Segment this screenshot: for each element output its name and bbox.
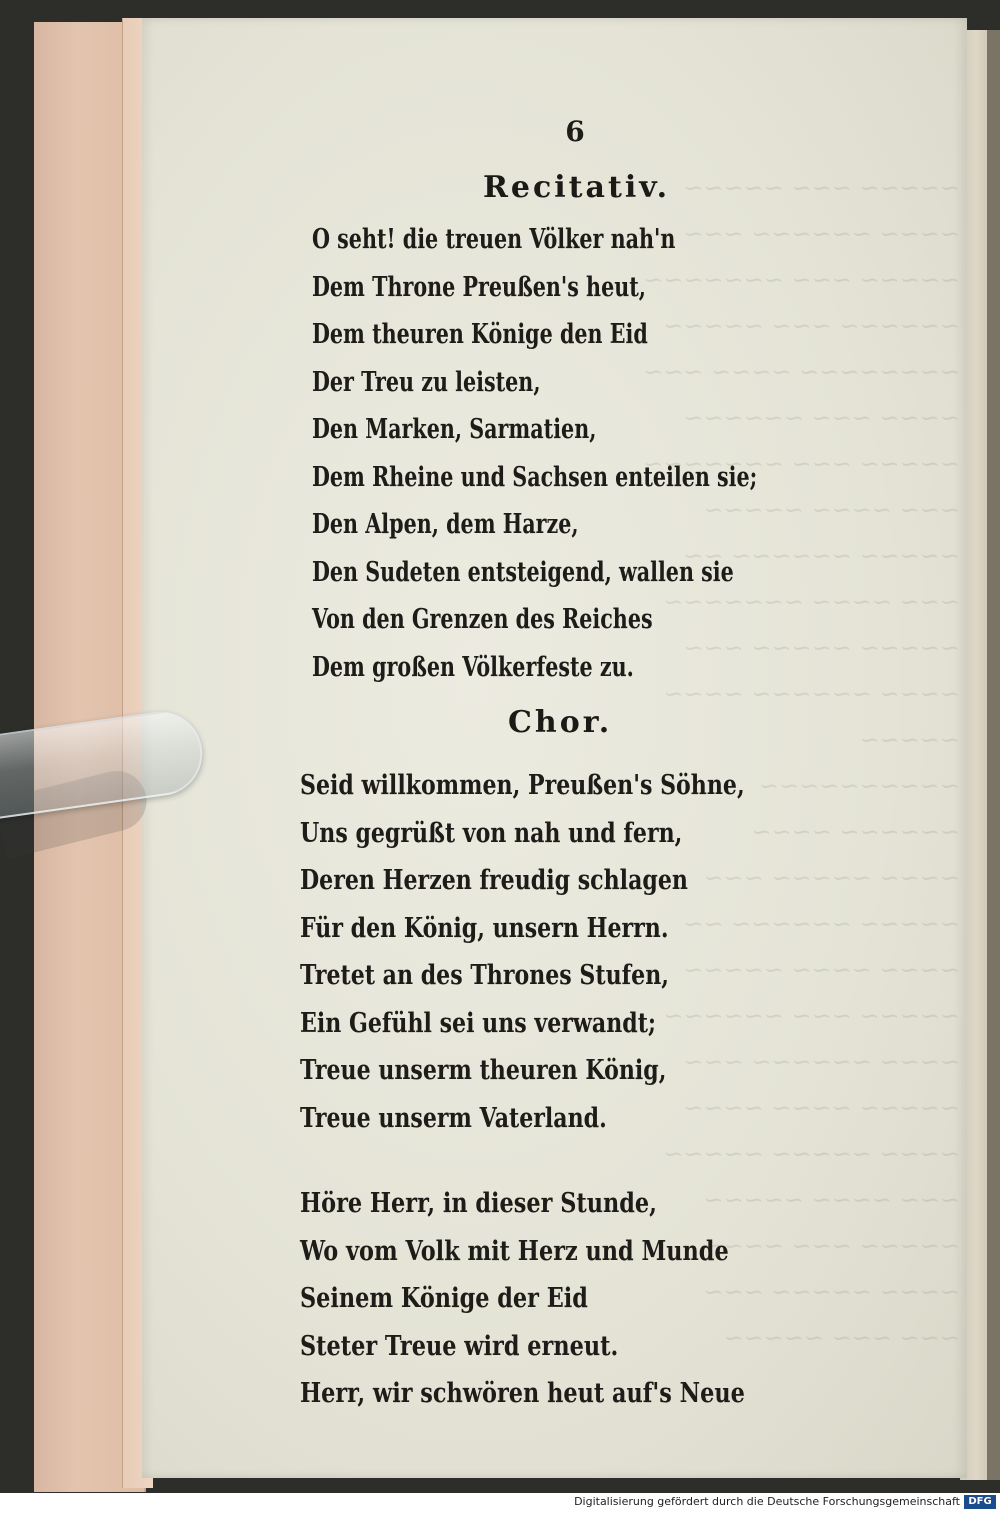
verse-line: Dem Throne Preußen's heut,: [312, 271, 646, 303]
verse-line: Ein Gefühl sei uns verwandt;: [300, 1007, 657, 1039]
verse-line: Deren Herzen freudig schlagen: [300, 865, 688, 896]
verse-line: Seid willkommen, Preußen's Söhne,: [300, 770, 745, 801]
stanza-third: [300, 1180, 837, 1418]
verse-line: Dem Rheine und Sachsen enteilen sie;: [312, 461, 758, 493]
verse-line: Tretet an des Thrones Stufen,: [300, 960, 669, 991]
verse-line: Treue unserm Vaterland.: [300, 1102, 607, 1134]
verse-line: Der Treu zu leisten,: [312, 366, 541, 398]
footer-bar: [0, 1493, 1000, 1513]
stanza-chor: [300, 762, 844, 1142]
page-number: 6: [565, 115, 585, 148]
verse-line: Den Alpen, dem Harze,: [312, 509, 579, 540]
dfg-logo: DFG: [964, 1495, 996, 1509]
verse-line: Den Sudeten entsteigend, wallen sie: [312, 556, 734, 588]
bleed-through-texture: ~~~~~ ~~~ ~~~~~ ~~~~ ~~~~~~ ~~~ ~~ ~~~~~ ~~~ ~~~~~~~ ~~~~~~ ~~~ ~~~~~ ~~~~~~~~ ~~~~ ~~~ ~~~~ ~~~ ~~~~~~ ~~~~~ ~~~ ~~~~~~~ ~~~ ~~~~ ~~~~~ ~~~~~ ~~~~~~ ~~ ~~~ ~~~~ ~~~~~~~ ~~~~~ ~~~~~ ~~~ ~~~~ ~~~~~~ ~~~~ ~~~~~ ~~~~~~~~~~ ~~~~~~ ~~~~ ~~~~ ~~~~~ ~~~ ~~~~~ ~~~~~~ ~~ ~~~~ ~~~~ ~~~~~ ~~~~~ ~~~ ~~~~~~ ~~~~ ~~~~~~ ~~~ ~~~~~ ~~~~ ~~~~ ~~~~ ~~~~~ ~~~~~ ~~~ ~~~~ ~~~~~ ~~~~~ ~~~ ~~~~ ~~~~ ~~~~~ ~~~ ~~~ ~~~ ~~~~~: [635, 174, 960, 1352]
section-heading-chor: Chor.: [508, 705, 613, 740]
verse-line: Höre Herr, in dieser Stunde,: [300, 1188, 657, 1219]
verse-line: Steter Treue wird erneut.: [300, 1330, 619, 1362]
verse-line: Dem großen Völkerfeste zu.: [312, 651, 634, 683]
verse-line: Uns gegrüßt von nah und fern,: [300, 817, 683, 849]
verse-line: Dem theuren Könige den Eid: [312, 319, 648, 350]
verse-line: Von den Grenzen des Reiches: [312, 604, 653, 635]
verse-line: Den Marken, Sarmatien,: [312, 414, 597, 445]
section-heading-recitativ: Recitativ.: [483, 170, 671, 205]
funding-credit: Digitalisierung gefördert durch die Deutsche Forschungsgemeinschaft: [574, 1495, 960, 1508]
verse-line: Für den König, unsern Herrn.: [300, 912, 669, 944]
stanza-recitativ: [312, 216, 894, 691]
verse-line: Herr, wir schwören heut auf's Neue: [300, 1378, 745, 1409]
verse-line: O seht! die treuen Völker nah'n: [312, 224, 676, 255]
verse-line: Wo vom Volk mit Herz und Munde: [300, 1235, 729, 1267]
verse-line: Treue unserm theuren König,: [300, 1055, 667, 1086]
verse-line: Seinem Könige der Eid: [300, 1283, 588, 1314]
